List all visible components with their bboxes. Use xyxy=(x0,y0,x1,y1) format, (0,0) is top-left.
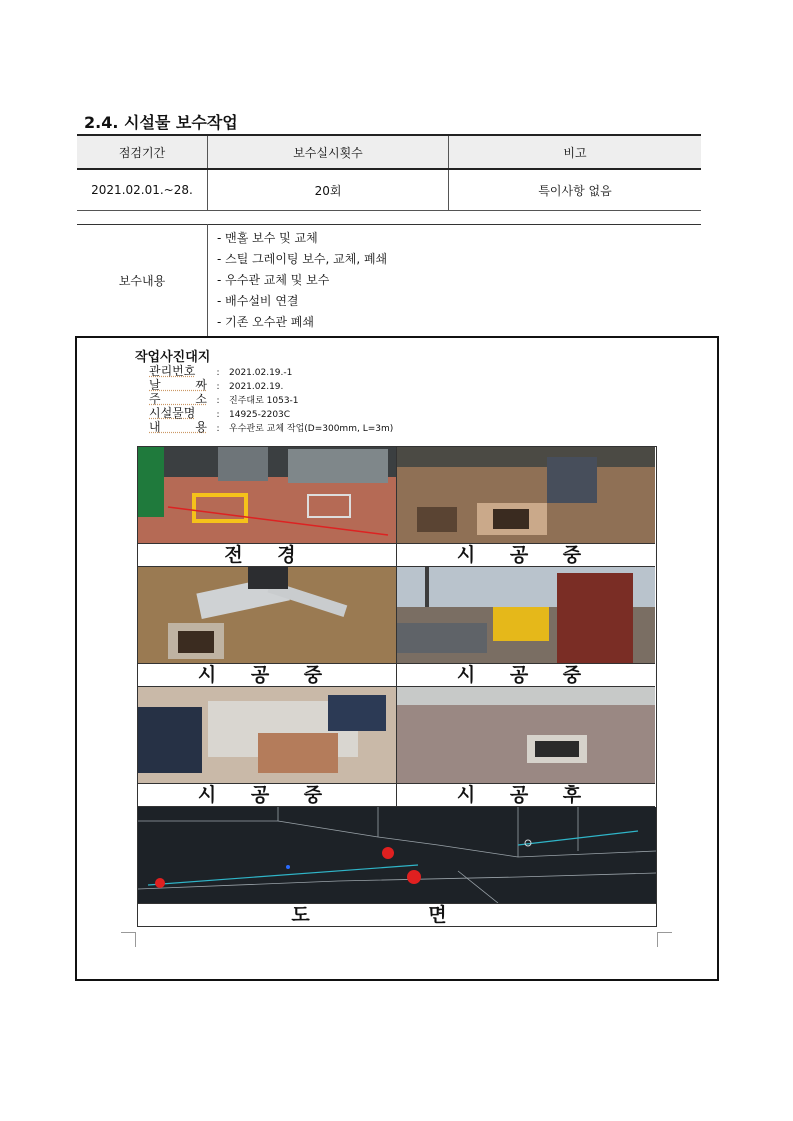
photo-caption: 시 공 중 xyxy=(397,544,655,567)
header-repair-count: 보수실시횟수 xyxy=(208,135,449,169)
info-label: 날 짜 xyxy=(149,378,207,392)
info-value: 우수관로 교체 작업(D=300mm, L=3m) xyxy=(229,424,394,434)
list-item: - 배수설비 연결 xyxy=(217,294,299,308)
photo-cell xyxy=(138,447,397,567)
remarks-value: 특이사항 없음 xyxy=(449,169,702,211)
info-row-facility: 시설물명 : 14925-2203C xyxy=(149,406,291,420)
info-label: 시설물명 xyxy=(149,406,196,420)
info-value: 2021.02.19.-1 xyxy=(229,368,293,378)
info-value: 2021.02.19. xyxy=(229,382,284,392)
photo-cell xyxy=(397,687,655,807)
period-value: 2021.02.01.~28. xyxy=(77,169,208,211)
list-item: - 기존 오수관 폐쇄 xyxy=(217,315,314,329)
work-info xyxy=(149,364,393,434)
info-row-address: 주 소 : 진주대로 1053-1 xyxy=(149,392,299,406)
repair-content-list-cell xyxy=(208,225,702,337)
photo-caption: 전 경 xyxy=(138,544,396,567)
repair-content-label: 보수내용 xyxy=(77,225,208,337)
photo-caption: 시 공 중 xyxy=(397,664,655,687)
info-label: 내 용 xyxy=(149,420,207,434)
photo-caption: 시 공 중 xyxy=(138,784,396,807)
info-row-content: 내 용 : 우수관로 교체 작업(D=300mm, L=3m) xyxy=(149,420,394,434)
photo-caption: 시 공 후 xyxy=(397,784,655,807)
drawing-caption: 도 면 xyxy=(291,904,503,926)
plan-drawing xyxy=(138,807,656,904)
photo-construction-1 xyxy=(397,447,655,544)
repair-count-value: 20회 xyxy=(208,169,449,211)
info-row-date: 날 짜 : 2021.02.19. xyxy=(149,378,284,392)
info-value: 14925-2203C xyxy=(229,410,291,420)
list-item: - 우수관 교체 및 보수 xyxy=(217,273,330,287)
photo-sheet xyxy=(75,336,719,981)
header-remarks: 비고 xyxy=(449,135,702,169)
info-label: 관리번호 xyxy=(149,364,196,378)
photo-cell xyxy=(397,447,655,567)
info-row-id: 관리번호 : 2021.02.19.-1 xyxy=(149,364,293,378)
page-corner-mark xyxy=(657,932,672,947)
info-value: 진주대로 1053-1 xyxy=(229,396,299,406)
photo-grid xyxy=(137,446,657,927)
photo-cell xyxy=(138,687,397,807)
info-label: 주 소 xyxy=(149,392,207,406)
table-row xyxy=(77,169,701,211)
photo-cell xyxy=(397,567,655,687)
photo-construction-4 xyxy=(138,687,396,784)
summary-table xyxy=(77,134,701,211)
list-item: - 맨홀 보수 및 교체 xyxy=(217,231,318,245)
page-corner-mark xyxy=(121,932,136,947)
header-period: 점검기간 xyxy=(77,135,208,169)
repair-content-list xyxy=(209,226,700,335)
photo-construction-3 xyxy=(397,567,655,664)
summary-header-row xyxy=(77,135,701,169)
repair-content-table xyxy=(77,224,701,337)
photo-overview xyxy=(138,447,396,544)
photo-cell xyxy=(138,567,397,687)
photo-caption: 시 공 중 xyxy=(138,664,396,687)
list-item: - 스틸 그레이팅 보수, 교체, 폐쇄 xyxy=(217,252,388,266)
photo-after xyxy=(397,687,655,784)
section-title: 2.4. 시설물 보수작업 xyxy=(84,113,238,132)
photo-construction-2 xyxy=(138,567,396,664)
sheet-title: 작업사진대지 xyxy=(135,350,211,365)
